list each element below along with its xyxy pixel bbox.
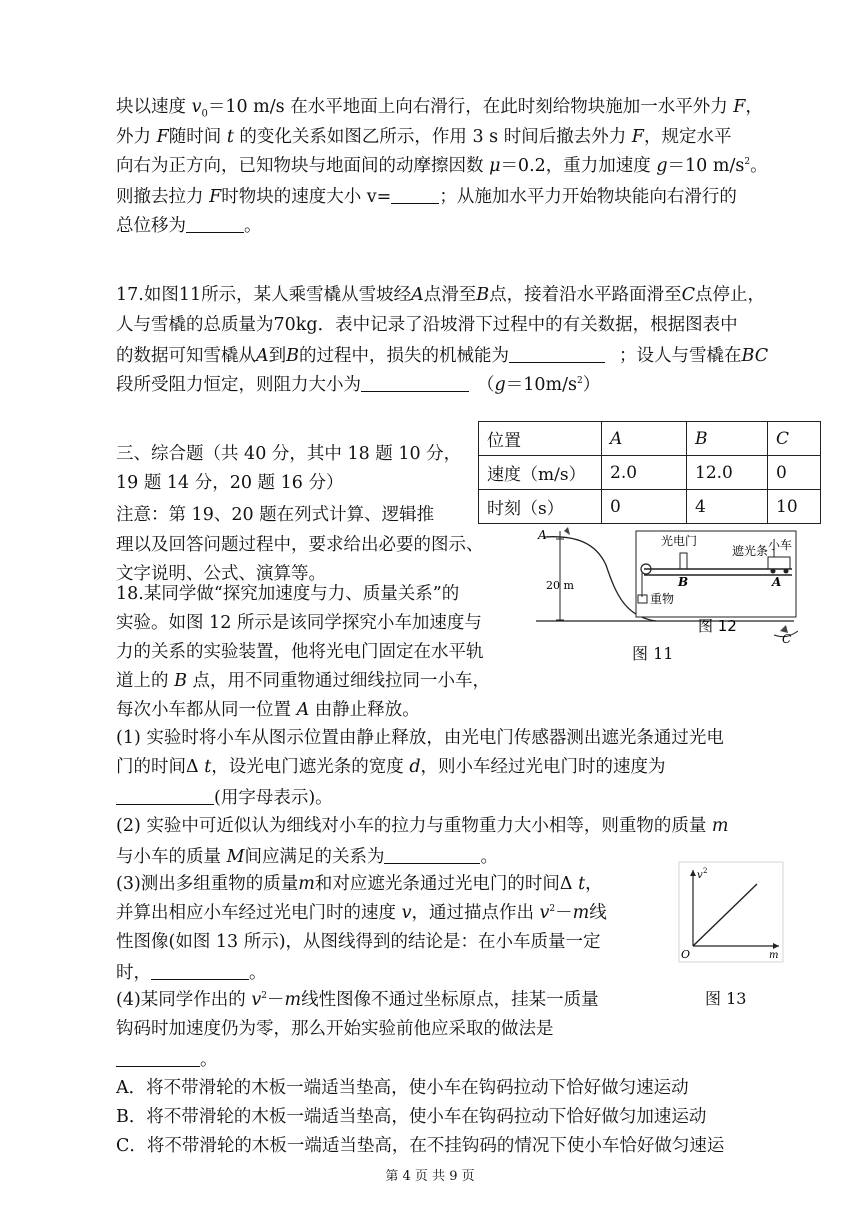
table-row: 位置 A B C xyxy=(479,422,821,456)
q18-line3: 力的关系的实验装置，他将光电门固定在水平轨 xyxy=(116,642,484,662)
q18-p4a: (4)某同学作出的 $v^2-m$线性图像不通过坐标原点，挂某一质量 xyxy=(116,990,599,1010)
q17-line3: 的数据可知雪橇从A到B的过程中，损失的机械能为 ；设人与雪橇在BC xyxy=(116,346,769,366)
fig13-y-sup: 2 xyxy=(703,867,708,875)
fig11-caption: 图 11 xyxy=(632,644,674,663)
q18-p4c: 。 xyxy=(116,1050,218,1070)
table-row: 时刻（s） 0 4 10 xyxy=(479,490,821,524)
answer-blank xyxy=(151,963,249,980)
q16-line3: 向右为正方向，已知物块与地面间的动摩擦因数 μ＝0.2，重力加速度 g＝10 $m/s^2$。 xyxy=(116,156,768,176)
q17-line2: 人与雪橇的总质量为70kg．表中记录了沿坡滑下过程中的有关数据，根据图表中 xyxy=(116,315,738,335)
q17-line1: 17.如图11所示，某人乘雪橇从雪坡经A点滑至B点，接着沿水平路面滑至C点停止， xyxy=(116,285,766,305)
fig13-x-label: m xyxy=(769,950,779,961)
q16-line5: 总位移为 。 xyxy=(116,216,262,236)
note-line1: 注意：第 19、20 题在列式计算、逻辑推 xyxy=(116,505,435,525)
q18-line5: 每次小车都从同一位置 A 由静止释放。 xyxy=(116,700,420,720)
q18-line2: 实验。如图 12 所示是该同学探究小车加速度与 xyxy=(116,613,482,633)
data-table xyxy=(478,421,821,524)
q18-p3c: 性图像(如图 13 所示)，从图线得到的结论是：在小车质量一定 xyxy=(116,932,601,952)
figure-13 xyxy=(675,860,787,965)
fig11-label-C: C xyxy=(782,632,792,645)
answer-blank xyxy=(361,375,469,392)
answer-blank xyxy=(186,216,244,233)
option-a: A．将不带滑轮的木板一端适当垫高，使小车在钩码拉动下恰好做匀速运动 xyxy=(116,1078,689,1098)
fig12-weight: 重物 xyxy=(650,592,675,606)
answer-blank xyxy=(116,1050,200,1067)
q16-line4: 则撤去拉力 F时物块的速度大小 v= ；从施加水平力开始物块能向右滑行的 xyxy=(116,187,737,207)
fig13-caption: 图 13 xyxy=(705,989,747,1008)
answer-blank xyxy=(509,346,605,363)
q18-line4: 道上的 B 点，用不同重物通过细线拉同一小车， xyxy=(116,671,491,691)
q18-p4b: 钩码时加速度仍为零，那么开始实验前他应采取的做法是 xyxy=(116,1019,554,1039)
fig12-caption: 图 12 xyxy=(698,617,737,635)
answer-blank xyxy=(384,847,480,864)
section3-title: 三、综合题（共 40 分，其中 18 题 10 分， xyxy=(116,444,462,464)
fig13-y-label: v xyxy=(697,870,703,881)
q18-p2a: (2) 实验中可近似认为细线对小车的拉力与重物重力大小相等，则重物的质量 m xyxy=(116,816,729,836)
q18-p3d: 时， 。 xyxy=(116,963,267,983)
fig12-gate: 光电门 xyxy=(661,534,698,548)
fig13-origin: O xyxy=(681,948,691,961)
note-line3: 文字说明、公式、演算等。 xyxy=(116,564,326,584)
page-footer: 第 4 页 共 9 页 xyxy=(385,1169,475,1184)
q18-p1b: 门的时间Δ t，设光电门遮光条的宽度 d，则小车经过光电门时的速度为 xyxy=(116,757,666,777)
q18-p1a: (1) 实验时将小车从图示位置由静止释放，由光电门传感器测出遮光条通过光电 xyxy=(116,728,724,748)
q18-p2b: 与小车的质量 M间应满足的关系为 。 xyxy=(116,847,498,867)
section3-title-2: 19 题 14 分，20 题 16 分） xyxy=(116,473,344,493)
fig12-label-B: B xyxy=(678,575,689,589)
q18-p3a: (3)测出多组重物的质量m和对应遮光条通过光电门的时间Δ t， xyxy=(116,874,603,894)
answer-blank xyxy=(391,187,439,204)
q18-p1c: (用字母表示)。 xyxy=(116,788,333,808)
fig12-cart: 小车 xyxy=(768,538,793,552)
option-b: B．将不带滑轮的木板一端适当垫高，使小车在钩码拉动下恰好做匀加速运动 xyxy=(116,1107,707,1127)
q16-line1: 块以速度 $v_0=10$ m/s 在水平地面上向右滑行，在此时刻给物块施加一水平外力 F， xyxy=(116,97,763,120)
fig12-strip: 遮光条 xyxy=(732,544,769,558)
option-c: C．将不带滑轮的木板一端适当垫高，在不挂钩码的情况下使小车恰好做匀速运 xyxy=(116,1136,725,1156)
fig11-label-A: A xyxy=(538,528,547,542)
answer-blank xyxy=(116,788,214,805)
q17-line4: 段所受阻力恒定，则阻力大小为 $(g=10m/s^2)$ xyxy=(116,375,601,395)
fig12-label-A: A xyxy=(772,575,782,589)
note-line2: 理以及回答问题过程中，要求给出必要的图示、 xyxy=(116,535,484,555)
table-row: 速度（m/s） 2.0 12.0 0 xyxy=(479,456,821,490)
q16-line2: 外力 F随时间 t 的变化关系如图乙所示，作用 3 s 时间后撤去外力 F，规定水平 xyxy=(116,127,732,147)
q18-line1: 18.某同学做“探究加速度与力、质量关系”的 xyxy=(116,584,460,604)
fig11-height: 20 m xyxy=(546,579,574,592)
figure-11-12 xyxy=(536,525,798,645)
q18-p3b: 并算出相应小车经过光电门时的速度 v，通过描点作出 $v^2-m$线 xyxy=(116,903,607,923)
